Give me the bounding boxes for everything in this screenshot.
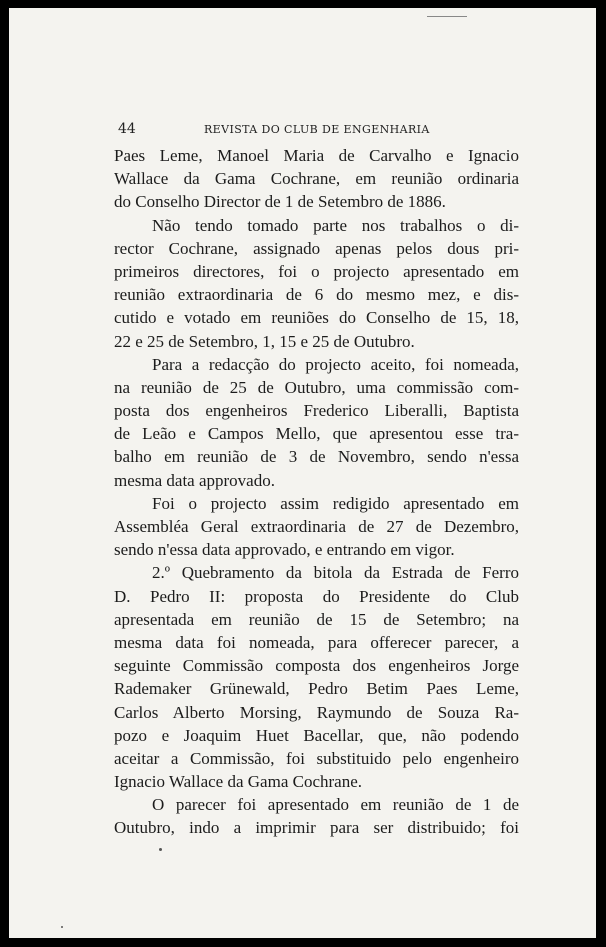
ink-speck [427, 16, 467, 17]
text-line: Wallace da Gama Cochrane, em reunião ordinaria [114, 169, 519, 189]
text-line: rector Cochrane, assignado apenas pelos dous pri- [114, 238, 519, 258]
text-line: 2.º Quebramento da bitola da Estrada de Ferro [152, 563, 519, 583]
text-line: na reunião de 25 de Outubro, uma commissão com- [114, 377, 519, 397]
text-line: cutido e votado em reuniões do Conselho de 15, 18, [114, 308, 519, 328]
book-page [9, 8, 596, 938]
page-header [118, 121, 518, 137]
text-line: apresentada em reunião de 15 de Setembro; na [114, 609, 519, 629]
page-number: 44 [118, 121, 136, 137]
ink-speck [61, 926, 63, 928]
text-line: Ignacio Wallace da Gama Cochrane. [114, 772, 363, 792]
text-line: posta dos engenheiros Frederico Liberalli, Baptista [114, 401, 519, 421]
text-line: Foi o projecto assim redigido apresentado em [152, 493, 519, 513]
text-line: Paes Leme, Manoel Maria de Carvalho e Ignacio [114, 146, 519, 165]
text-line: mesma data approvado. [114, 470, 275, 490]
text-line: sendo n'essa data approvado, e entrando em vigor. [114, 540, 455, 560]
text-line: do Conselho Director de 1 de Setembro de 1886. [114, 192, 446, 212]
body-text [114, 144, 519, 840]
text-line: O parecer foi apresentado em reunião de 1 de [152, 795, 519, 815]
text-line: D. Pedro II: proposta do Presidente do Club [114, 586, 519, 606]
text-line: de Leão e Campos Mello, que apresentou esse tra- [114, 424, 519, 444]
text-line: pozo e Joaquim Huet Bacellar, que, não podendo [114, 725, 519, 745]
text-line: Carlos Alberto Morsing, Raymundo de Souza Ra- [114, 702, 519, 722]
running-title: REVISTA DO CLUB DE ENGENHARIA [204, 123, 430, 136]
text-line: Para a redacção do projecto aceito, foi nomeada, [152, 354, 519, 374]
ink-speck [159, 848, 162, 851]
text-line: mesma data foi nomeada, para offerecer parecer, a [114, 632, 519, 652]
text-line: Rademaker Grünewald, Pedro Betim Paes Leme, [114, 679, 519, 699]
text-line: reunião extraordinaria de 6 do mesmo mez, e dis- [114, 285, 519, 305]
text-line: seguinte Commissão composta dos engenheiros Jorge [114, 656, 519, 676]
text-line: Assembléa Geral extraordinaria de 27 de Dezembro, [114, 517, 519, 536]
text-line: 22 e 25 de Setembro, 1, 15 e 25 de Outubro. [114, 331, 415, 351]
text-line: Outubro, indo a imprimir para ser distribuido; foi [114, 818, 519, 838]
text-line: aceitar a Commissão, foi substituido pelo engenheiro [114, 748, 519, 768]
text-line: balho em reunião de 3 de Novembro, sendo n'essa [114, 447, 519, 467]
text-line: primeiros directores, foi o projecto apresentado em [114, 261, 519, 281]
text-line: Não tendo tomado parte nos trabalhos o di- [152, 215, 519, 235]
